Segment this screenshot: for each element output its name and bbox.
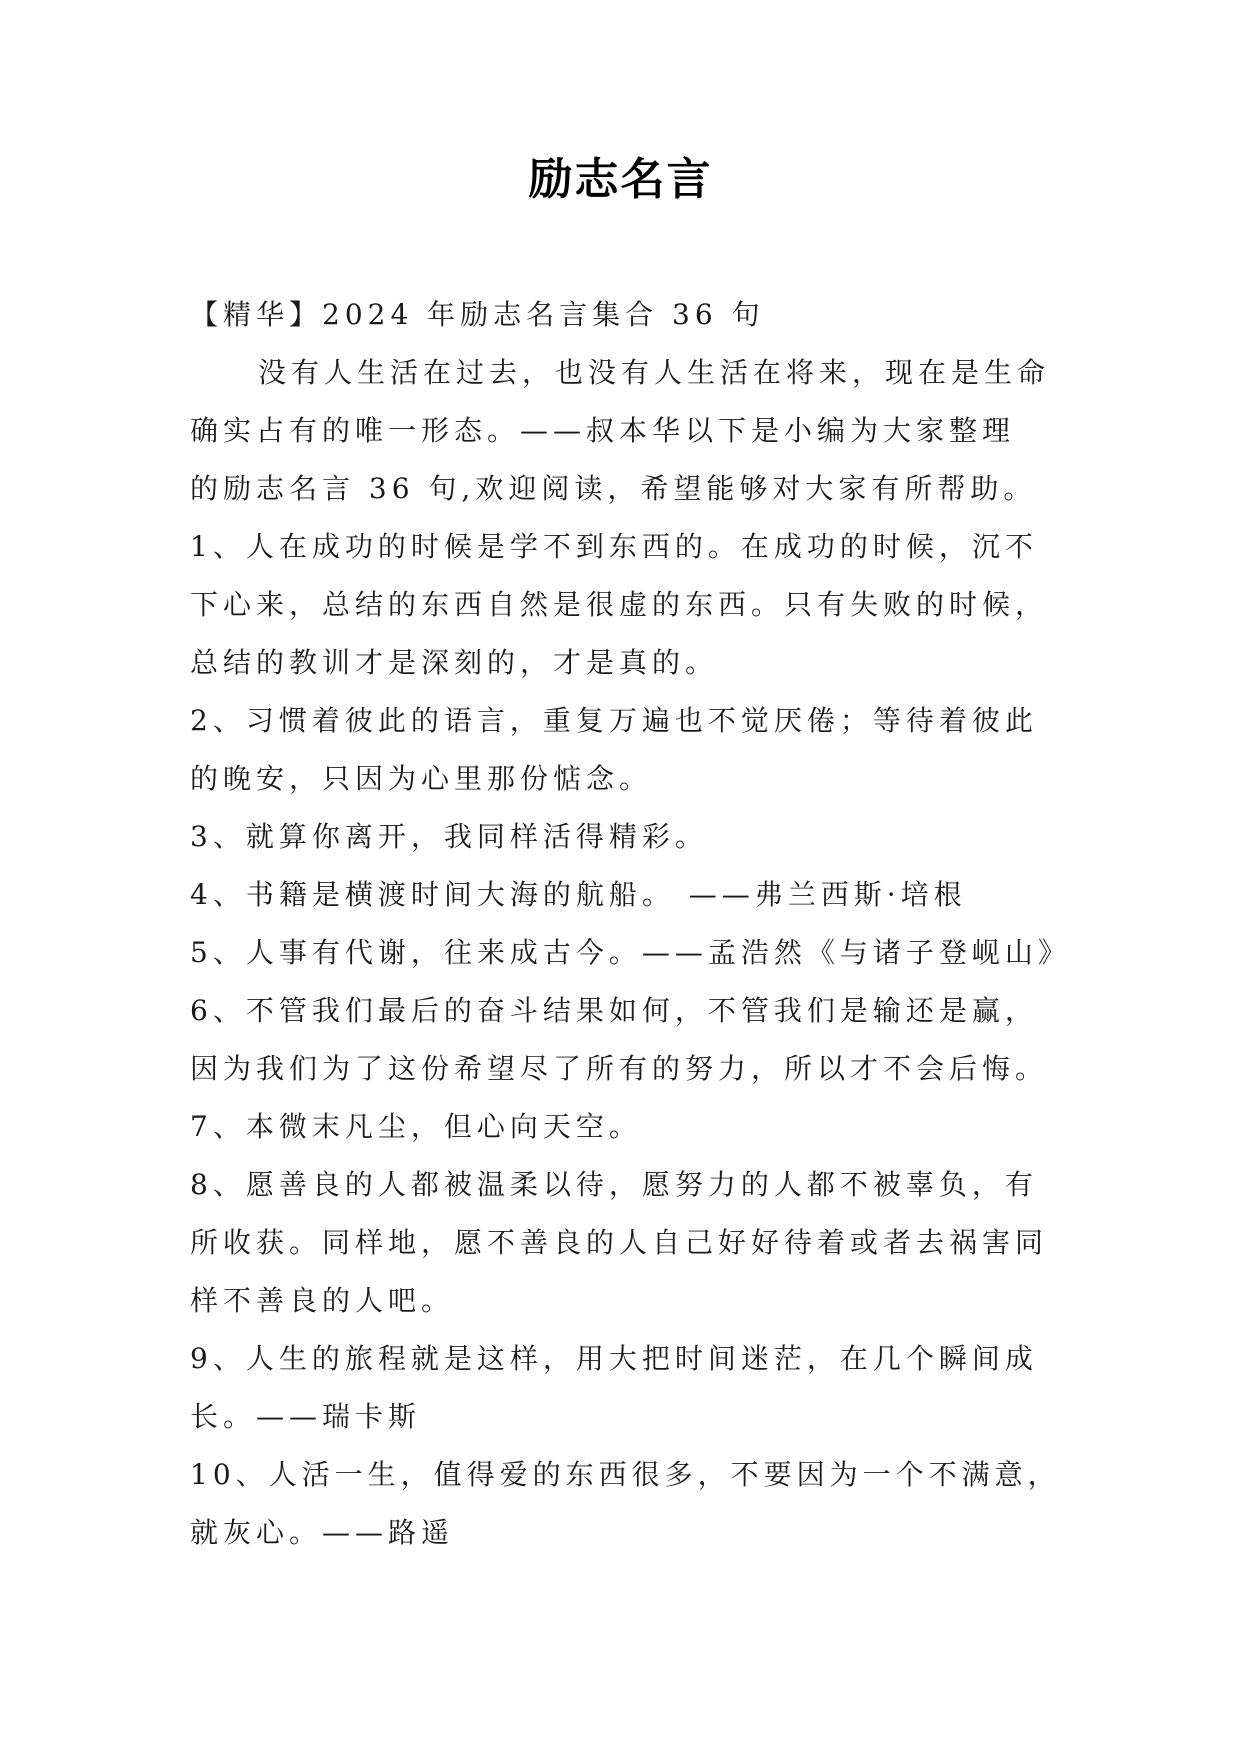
quote-item-6 (190, 982, 1070, 1098)
quote-line: 1、人在成功的时候是学不到东西的。在成功的时候，沉不 (190, 530, 1038, 563)
quote-line: 4、书籍是横渡时间大海的航船。 ——弗兰西斯·培根 (190, 878, 967, 911)
quote-line: 因为我们为了这份希望尽了所有的努力，所以才不会后悔。 (190, 1052, 1049, 1085)
quote-item-5 (190, 924, 1070, 982)
quote-line: 3、就算你离开，我同样活得精彩。 (190, 820, 708, 853)
document-subtitle: 【精华】2024 年励志名言集合 36 句 (190, 298, 765, 331)
quote-item-2 (190, 692, 1070, 808)
document-title: 励志名言 (528, 154, 713, 205)
quote-line: 10、人活一生，值得爱的东西很多，不要因为一个不满意， (190, 1458, 1061, 1491)
quote-line: 样不善良的人吧。 (190, 1284, 455, 1317)
intro-line: 确实占有的唯一形态。——叔本华以下是小编为大家整理 (190, 414, 1016, 447)
intro-line: 的励志名言 36 句,欢迎阅读，希望能够对大家有所帮助。 (190, 472, 1037, 505)
intro-paragraph (190, 344, 1070, 518)
quote-item-1 (190, 518, 1070, 692)
quote-line: 总结的教训才是深刻的，才是真的。 (190, 646, 719, 679)
quote-line: 6、不管我们最后的奋斗结果如何，不管我们是输还是赢， (190, 994, 1038, 1027)
quote-item-3 (190, 808, 1070, 866)
quote-line: 7、本微末凡尘，但心向天空。 (190, 1110, 642, 1143)
quote-line: 8、愿善良的人都被温柔以待，愿努力的人都不被辜负，有 (190, 1168, 1038, 1201)
quote-line: 所收获。同样地，愿不善良的人自己好好待着或者去祸害同 (190, 1226, 1049, 1259)
quote-item-8 (190, 1156, 1070, 1330)
quote-item-4 (190, 866, 1070, 924)
quote-line: 9、人生的旅程就是这样，用大把时间迷茫，在几个瞬间成 (190, 1342, 1038, 1375)
quote-line: 下心来，总结的东西自然是很虚的东西。只有失败的时候， (190, 588, 1049, 621)
quote-line: 的晚安，只因为心里那份惦念。 (190, 762, 653, 795)
quote-item-7 (190, 1098, 1070, 1156)
quote-line: 长。——瑞卡斯 (190, 1400, 422, 1433)
intro-line: 没有人生活在过去，也没有人生活在将来，现在是生命 (258, 356, 1051, 389)
quote-line: 2、习惯着彼此的语言，重复万遍也不觉厌倦；等待着彼此 (190, 704, 1038, 737)
quote-line: 就灰心。——路遥 (190, 1516, 455, 1549)
quote-item-9 (190, 1330, 1070, 1446)
quote-item-10 (190, 1446, 1070, 1562)
quote-line: 5、人事有代谢，往来成古今。——孟浩然《与诸子登岘山》 (190, 936, 1071, 969)
document-body (190, 286, 1070, 1562)
